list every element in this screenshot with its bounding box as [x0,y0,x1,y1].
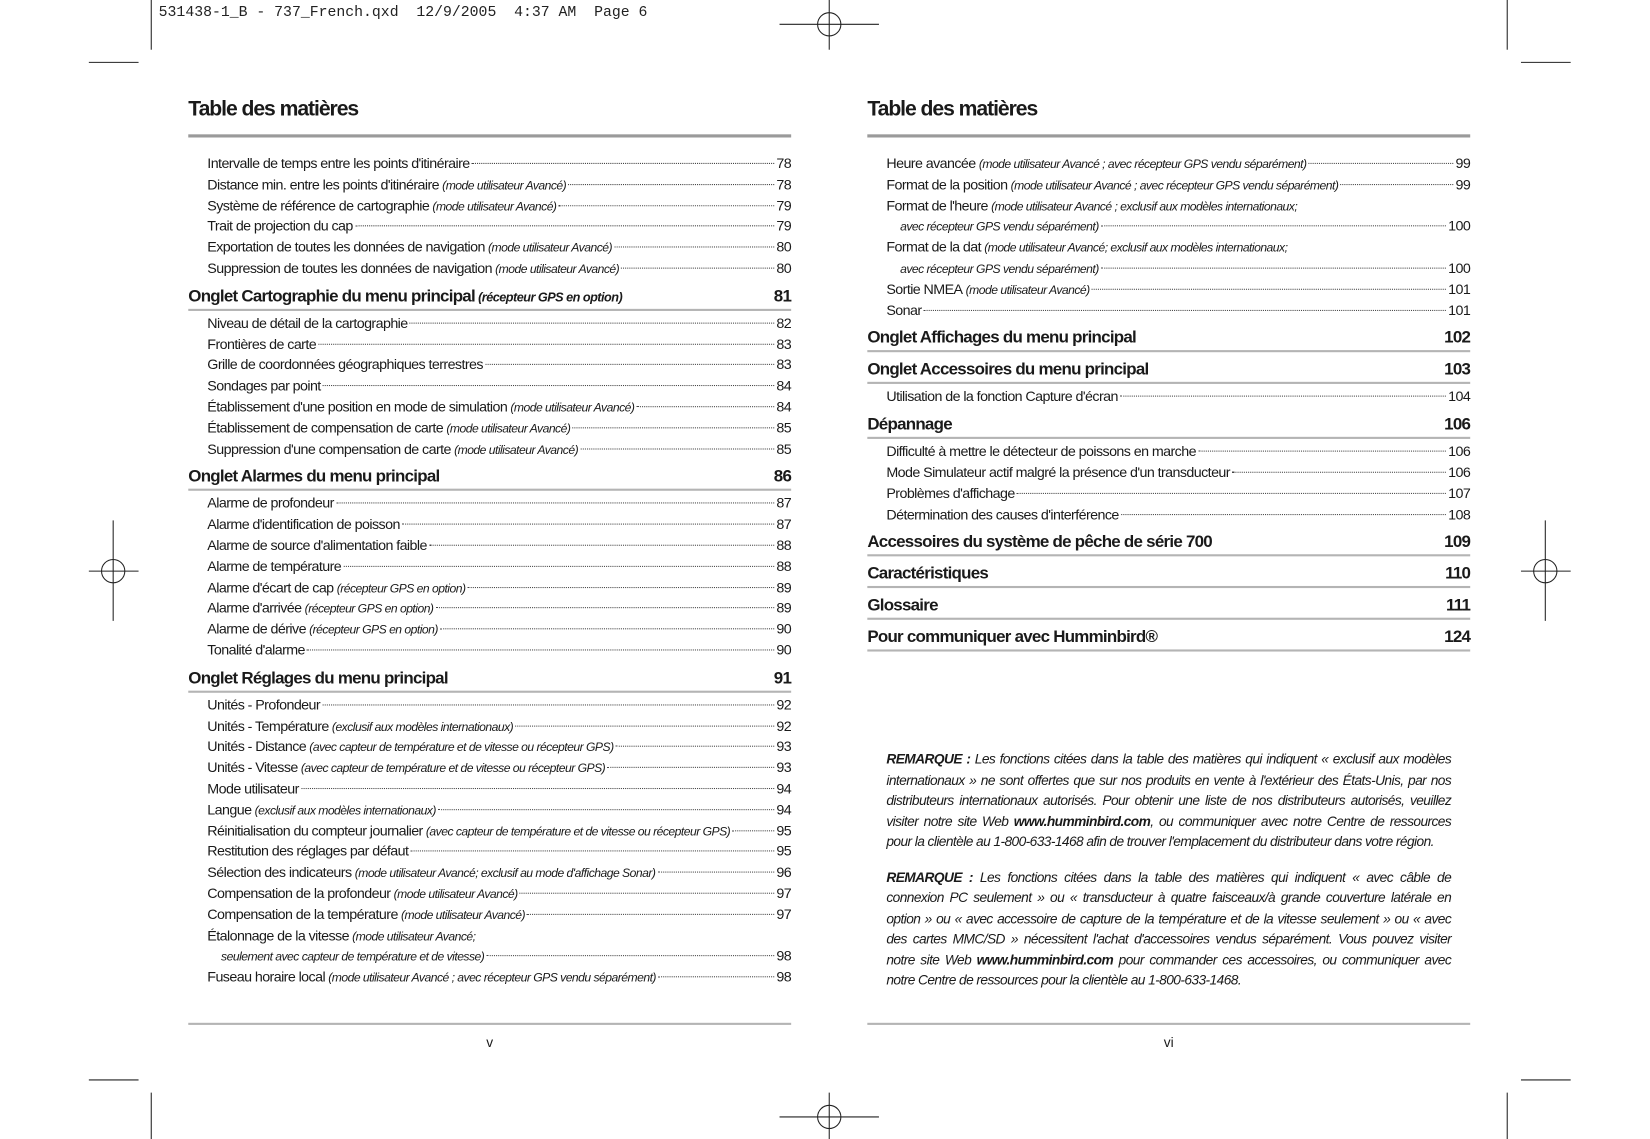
footer-rule [867,1023,1470,1025]
entry-page: 83 [776,356,792,373]
entry-page: 92 [776,696,792,713]
entry-page: 124 [1444,628,1471,647]
entry-title: Restitution des réglages par défaut [207,843,409,860]
entry-note: (mode utilisateur Avancé) [495,263,620,277]
dot-leader [322,704,774,705]
toc-entry[interactable] [188,737,791,758]
toc-entry[interactable] [188,640,791,661]
toc-entry[interactable] [867,237,1470,258]
entry-title: Compensation de la profondeur [207,885,391,902]
toc-entry[interactable] [188,619,791,640]
remark-1 [886,749,1451,852]
entry-page: 106 [1448,464,1471,481]
right-page [867,93,1470,654]
dot-leader [343,566,774,567]
entry-title: Alarme d'arrivée [207,600,302,616]
toc-entry[interactable] [188,716,791,737]
entry-title: Pour communiquer avec Humminbird® [867,628,1158,647]
toc-entry[interactable] [188,841,791,862]
entry-note: (mode utilisateur Avancé) [432,200,557,214]
toc-entry-continuation[interactable] [188,946,791,967]
entry-title: Mode utilisateur [207,780,299,797]
toc-entry[interactable] [188,967,791,988]
entry-page: 99 [1455,155,1471,172]
remarks [886,749,1451,1005]
entry-title: Niveau de détail de la cartographie [207,314,408,331]
dot-leader [411,851,775,852]
dot-leader [1121,514,1446,515]
entry-title: Format de la position [886,176,1008,193]
toc-entry[interactable] [867,153,1470,174]
entry-title: Mode Simulateur actif malgré la présence d'un transducteur [886,464,1230,481]
entry-title: Dépannage [867,415,952,434]
entry-title: Établissement de compensation de carte [207,419,444,436]
entry-page: 100 [1448,218,1471,235]
entry-note: seulement avec capteur de température et de vitesse) [221,951,485,964]
dot-leader [520,893,775,894]
dot-leader [472,163,775,164]
dot-leader [1101,268,1446,269]
toc-section[interactable] [867,531,1470,556]
entry-title: Fuseau horaire local [207,968,326,985]
dot-leader [318,343,774,344]
entry-title: Compensation de la température [207,906,398,923]
entry-page: 85 [776,440,792,457]
dot-leader [323,385,775,386]
entry-page: 99 [1455,176,1471,193]
toc-entry[interactable] [188,820,791,841]
dot-leader [658,976,774,977]
page-number: v [486,1034,494,1051]
toc-list [188,153,791,987]
dot-leader [924,309,1446,310]
entry-title: Accessoires du système de pêche de série 700 [867,533,1212,552]
entry-note: (mode utilisateur Avancé) [446,422,571,436]
entry-page: 102 [1444,329,1471,348]
entry-title: Suppression d'une compensation de carte [207,440,451,457]
dot-leader [301,788,774,789]
toc-entry[interactable] [188,334,791,355]
toc-entry[interactable] [867,195,1470,216]
toc-entry[interactable] [867,279,1470,300]
entry-page: 91 [773,669,792,688]
entry-title: Langue [207,801,252,818]
entry-note: (récepteur GPS en option) [304,603,434,616]
entry-page: 110 [1445,565,1471,584]
entry-title: Établissement d'une position en mode de simulation [207,398,508,415]
dot-leader [572,427,774,428]
entry-title: Onglet Accessoires du menu principal [867,361,1149,380]
toc-section[interactable] [188,466,791,491]
toc-entry[interactable] [188,153,791,174]
entry-note: (mode utilisateur Avancé ; avec récepteur GPS vendu séparément) [328,972,656,985]
entry-note: (mode utilisateur Avancé ; avec récepteur GPS vendu séparément) [978,158,1307,172]
entry-title: Alarme de source d'alimentation faible [207,537,427,554]
toc-entry[interactable] [867,300,1470,321]
entry-title: Alarme de dérive [207,621,306,637]
entry-title: Grille de coordonnées géographiques terrestres [207,356,483,373]
registration-mark-top [780,0,879,50]
entry-note: (mode utilisateur Avancé ; exclusif aux modèles internationaux; [991,200,1298,214]
toc-entry[interactable] [188,577,791,598]
entry-page: 80 [776,260,792,277]
toc-entry[interactable] [188,397,791,418]
website-link[interactable]: www.humminbird.com [1013,812,1151,829]
entry-note: (récepteur GPS en option) [336,582,466,596]
website-link[interactable]: www.humminbird.com [976,951,1114,968]
dot-leader [436,607,775,608]
entry-title: Heure avancée [886,155,976,172]
entry-title: Glossaire [867,596,938,615]
toc-section[interactable] [867,563,1470,588]
dot-leader [515,725,774,726]
entry-page: 95 [776,843,792,860]
toc-section[interactable] [867,595,1470,620]
dot-leader [485,364,774,365]
dot-leader [336,503,774,504]
toc-section[interactable] [867,359,1470,384]
entry-title: Système de référence de cartographie [207,197,430,214]
dot-leader [527,914,774,915]
entry-note: (mode utilisateur Avancé) [454,443,579,457]
toc-entry[interactable] [867,386,1470,407]
entry-title: Frontières de carte [207,335,317,352]
entry-page: 97 [776,906,792,923]
dot-leader [1120,396,1446,397]
entry-page: 84 [776,398,792,415]
entry-title: Onglet Alarmes du menu principal [188,467,440,486]
entry-page: 80 [776,239,792,256]
entry-title: Alarme d'écart de cap [207,579,334,596]
dot-leader [307,649,774,650]
toc-entry[interactable] [188,258,791,279]
dot-leader [614,247,774,248]
entry-note: (mode utilisateur Avancé) [510,401,635,415]
toc-section[interactable] [188,667,791,692]
toc-entry[interactable] [867,462,1470,483]
dot-leader [616,746,775,747]
entry-page: 98 [776,948,792,964]
entry-note: (exclusif aux modèles internationaux) [254,804,436,818]
page-title: Table des matières [188,97,359,121]
remark-text: , ou communiquer avec notre Centre de ressources pour la clientèle au 1-800-633-1468 afin de trouver l'emplacement du distributeur dans votre région. [886,812,1452,850]
remark-text: pour commander ces accessoires, ou communiquer avec notre Centre de ressources pour la clientèle au 1-800-633-1468. [886,951,1452,988]
entry-title: Suppression de toutes les données de navigation [207,260,492,277]
dot-leader [440,628,774,629]
toc-entry[interactable] [188,556,791,577]
title-rule [867,134,1470,137]
entry-note: (mode utilisateur Avancé) [401,909,526,923]
toc-entry[interactable] [188,418,791,439]
entry-page: 97 [776,885,792,902]
entry-page: 95 [776,822,792,839]
entry-note: (avec capteur de température et de vitesse ou récepteur GPS) [309,741,614,755]
entry-note: (mode utilisateur Avancé ; avec récepteur GPS vendu séparément) [1010,179,1339,193]
toc-entry[interactable] [188,925,791,946]
dot-leader [1101,226,1446,227]
dot-leader [402,524,774,525]
entry-page: 85 [776,419,792,436]
page-title: Table des matières [867,97,1038,121]
dot-leader [658,872,775,873]
dot-leader [1198,451,1446,452]
entry-title: Sondages par point [207,377,321,394]
entry-note: avec récepteur GPS vendu séparément) [900,263,1099,277]
dot-leader [1017,493,1446,494]
entry-note: (mode utilisateur Avancé) [442,179,567,193]
entry-page: 93 [776,738,792,755]
entry-page: 90 [776,621,792,637]
toc-entry[interactable] [188,313,791,334]
toc-entry-continuation[interactable] [867,216,1470,237]
entry-page: 104 [1448,388,1471,405]
dot-leader [637,406,775,407]
entry-note: (mode utilisateur Avancé) [393,888,518,902]
entry-page: 87 [776,495,792,512]
toc-list [867,153,1470,652]
entry-page: 82 [776,314,792,331]
entry-title: Unités - Profondeur [207,696,321,713]
entry-title: Unités - Distance [207,738,307,755]
left-page [188,93,791,988]
registration-mark-bottom [780,1093,879,1139]
dot-leader [559,205,775,206]
entry-title: Sortie NMEA [886,281,963,297]
registration-mark-left [89,520,139,620]
toc-entry[interactable] [867,174,1470,195]
entry-note: (récepteur GPS en option) [309,624,438,637]
dot-leader [429,545,774,546]
dot-leader [1092,289,1446,290]
entry-title: Trait de projection du cap [207,218,353,235]
toc-entry-continuation[interactable] [867,258,1470,279]
remark-label: REMARQUE : [886,750,971,767]
entry-note: avec récepteur GPS vendu séparément) [900,221,1099,235]
entry-title: Alarme de température [207,558,342,575]
registration-mark-right [1521,520,1571,620]
entry-page: 106 [1448,443,1471,460]
entry-page: 78 [776,176,792,193]
entry-page: 89 [776,600,792,616]
toc-section[interactable] [867,327,1470,352]
file-slug: 531438-1_B - 737_French.qxd 12/9/2005 4:37 AM Page 6 [158,4,648,22]
dot-leader [580,448,774,449]
entry-title: Tonalité d'alarme [207,641,305,658]
entry-title: Exportation de toutes les données de navigation [207,239,485,256]
toc-entry[interactable] [188,438,791,459]
entry-note: (récepteur GPS en option) [478,289,623,305]
toc-section[interactable] [867,414,1470,439]
entry-page: 88 [776,558,792,575]
entry-page: 79 [776,218,792,235]
entry-title: Alarme d'identification de poisson [207,516,400,533]
entry-note: (mode utilisateur Avancé) [965,284,1090,297]
remark-label: REMARQUE : [886,868,973,885]
entry-page: 101 [1448,302,1471,318]
toc-entry[interactable] [188,862,791,883]
entry-title: Difficulté à mettre le détecteur de poissons en marche [886,443,1196,460]
entry-note: (mode utilisateur Avancé; exclusif au mode d'affichage Sonar) [354,867,656,881]
toc-entry[interactable] [188,195,791,216]
toc-entry[interactable] [188,514,791,535]
entry-title: Format de l'heure [886,197,988,214]
entry-page: 84 [776,377,792,394]
entry-page: 109 [1444,533,1471,552]
remark-2 [886,867,1451,991]
toc-entry[interactable] [867,483,1470,504]
toc-entry[interactable] [188,883,791,904]
entry-title: Onglet Affichages du menu principal [867,329,1137,348]
dot-leader [1309,163,1454,164]
entry-title: Réinitialisation du compteur journalier [207,822,423,839]
entry-page: 87 [776,516,792,533]
toc-section[interactable] [188,285,791,310]
entry-note: (avec capteur de température et de vitesse ou récepteur GPS) [300,762,606,776]
page-number: vi [1163,1034,1174,1051]
toc-entry[interactable] [188,535,791,556]
entry-title: Caractéristiques [867,565,989,584]
entry-page: 94 [776,801,792,818]
toc-entry[interactable] [188,216,791,237]
entry-page: 79 [776,197,792,214]
entry-title: Distance min. entre les points d'itinéraire [207,176,439,193]
entry-note: (mode utilisateur Avancé) [487,242,613,256]
toc-entry[interactable] [188,355,791,376]
entry-title: Onglet Cartographie du menu principal [188,287,475,306]
toc-entry[interactable] [867,441,1470,462]
dot-leader [621,268,774,269]
toc-entry[interactable] [188,778,791,799]
dot-leader [468,587,775,588]
entry-title: Unités - Vitesse [207,759,298,776]
toc-entry[interactable] [188,695,791,716]
dot-leader [410,322,775,323]
entry-page: 78 [776,155,792,172]
entry-title: Problèmes d'affichage [886,485,1015,502]
footer-rule [188,1023,791,1025]
entry-title: Intervalle de temps entre les points d'itinéraire [207,155,470,172]
entry-title: Étalonnage de la vitesse [207,927,349,943]
entry-page: 96 [776,864,792,881]
entry-page: 92 [776,717,792,734]
entry-title: Format de la dat [886,239,982,256]
entry-page: 93 [776,759,792,776]
entry-page: 81 [773,287,792,306]
dot-leader [438,809,774,810]
toc-entry[interactable] [188,598,791,619]
entry-title: Sélection des indicateurs [207,864,352,881]
toc-entry[interactable] [867,504,1470,525]
dot-leader [1232,472,1446,473]
entry-page: 94 [776,780,792,797]
toc-entry[interactable] [188,757,791,778]
dot-leader [355,226,774,227]
toc-entry[interactable] [188,174,791,195]
entry-note: (exclusif aux modèles internationaux) [331,720,514,734]
dot-leader [486,955,774,956]
remark-text: Les fonctions citées dans la table des matières qui indiquent « exclusif aux modèles internationaux » ne sont offertes que sur nos produits en vente à l'extérieur des États-Unis, par nos distributeurs internationaux autorisés. Pour obtenir une liste de nos distributeurs autorisés, veuillez visiter notre site Web [886,750,1452,829]
entry-title: Unités - Température [207,717,329,734]
entry-page: 108 [1448,506,1471,523]
entry-page: 86 [773,467,792,486]
entry-title: Détermination des causes d'interférence [886,506,1119,523]
dot-leader [1341,184,1454,185]
entry-title: Alarme de profondeur [207,495,334,512]
title-rule [188,134,791,137]
entry-note: (avec capteur de température et de vitesse ou récepteur GPS) [425,825,731,839]
entry-page: 101 [1448,281,1471,297]
entry-title: Utilisation de la fonction Capture d'écran [886,388,1118,405]
entry-page: 98 [776,968,792,985]
dot-leader [732,830,774,831]
toc-entry[interactable] [188,237,791,258]
entry-page: 100 [1448,260,1471,277]
entry-page: 111 [1446,596,1471,615]
dot-leader [568,184,774,185]
remark-text: Les fonctions citées dans la table des matières qui indiquent « avec câble de connexion PC seulement » ou « transducteur à quatre faisceaux/à grande couverture latérale en option » ou « avec accessoire de capture de la température et de la vitesse seulement » ou « avec des cartes MMC/SD » nécessitent l'achat d'accessoires vendus séparément. Vous pouvez visiter notre site Web [886,868,1452,968]
entry-page: 106 [1444,415,1471,434]
entry-title: Sonar [886,302,922,318]
dot-leader [607,767,774,768]
toc-entry[interactable] [188,493,791,514]
entry-page: 89 [776,579,792,596]
entry-page: 103 [1444,361,1471,380]
entry-page: 107 [1448,485,1471,502]
toc-entry[interactable] [188,904,791,925]
entry-page: 88 [776,537,792,554]
entry-note: (mode utilisateur Avancé; exclusif aux modèles internationaux; [984,242,1288,256]
toc-section[interactable] [867,627,1470,652]
entry-note: (mode utilisateur Avancé; [352,930,476,943]
entry-page: 90 [776,641,792,658]
entry-page: 83 [776,335,792,352]
entry-title: Onglet Réglages du menu principal [188,669,448,688]
toc-entry[interactable] [188,799,791,820]
toc-entry[interactable] [188,376,791,397]
